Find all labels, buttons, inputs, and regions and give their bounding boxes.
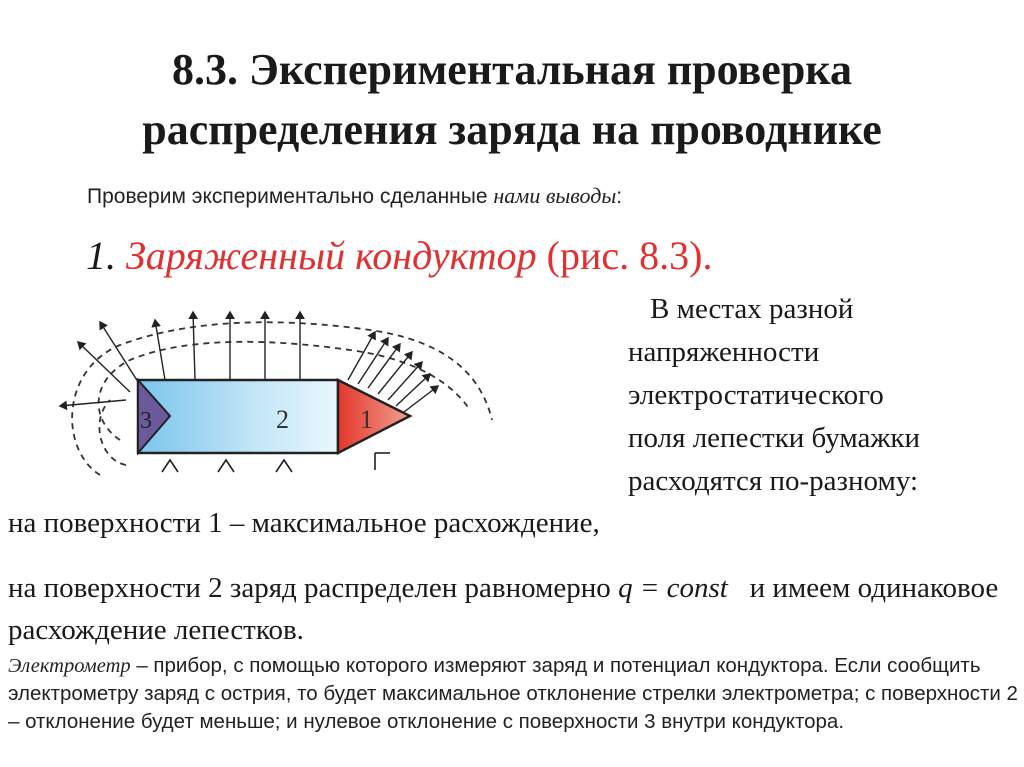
- electrometer-note: [8, 652, 1018, 736]
- surface-2-part-b: и имеем одинаковое расхождение лепестков.: [8, 572, 999, 646]
- formula: q = const: [618, 572, 728, 604]
- title-line-2: распределения заряда на проводнике: [142, 105, 882, 154]
- surface-1-text: на поверхности 1 – максимальное расхождение,: [8, 507, 600, 539]
- intro-main: Проверим экспериментально сделанные: [87, 185, 494, 208]
- intro-text: [87, 183, 622, 209]
- side-line-4: поля лепестки бумажки: [628, 422, 920, 454]
- side-line-5: расходятся по-разному:: [628, 465, 918, 497]
- intro-italic: нами выводы: [493, 183, 617, 208]
- charged-conductor-figure: [30, 300, 510, 500]
- conductor-tip: [338, 380, 410, 453]
- surface-2-text: [8, 567, 1018, 651]
- surface-2-part-a: на поверхности 2 заряд распределен равномерно: [8, 572, 619, 604]
- side-line-1: В местах разной: [650, 293, 854, 325]
- electroscope-leaves: [162, 453, 390, 472]
- page-title: [0, 40, 1024, 160]
- point-number: 1.: [86, 233, 116, 278]
- label-surface-2: 2: [276, 405, 289, 434]
- figure-reference: (рис. 8.3).: [546, 233, 713, 278]
- side-line-3: электростатического: [628, 379, 884, 411]
- label-surface-3: 3: [140, 408, 152, 434]
- point-title: Заряженный кондуктор: [126, 233, 537, 278]
- intro-colon: :: [616, 185, 623, 208]
- side-explanation: [628, 288, 1018, 503]
- label-surface-1: 1: [360, 405, 373, 434]
- point-heading: [86, 232, 712, 279]
- electrometer-text: – прибор, с помощью которого измеряют заряд и потенциал кондуктора. Если сообщить электрометру заряд с острия, то будет максимальное отклонение стрелки электрометра; с поверхности 2 – отклонение будет меньше; и нулевое отклонение с поверхности 3 внутри кондуктора.: [8, 654, 1018, 733]
- electrometer-term: Электрометр: [8, 655, 131, 677]
- title-line-1: 8.3. Экспериментальная проверка: [171, 45, 852, 94]
- side-line-2: напряженности: [628, 336, 820, 368]
